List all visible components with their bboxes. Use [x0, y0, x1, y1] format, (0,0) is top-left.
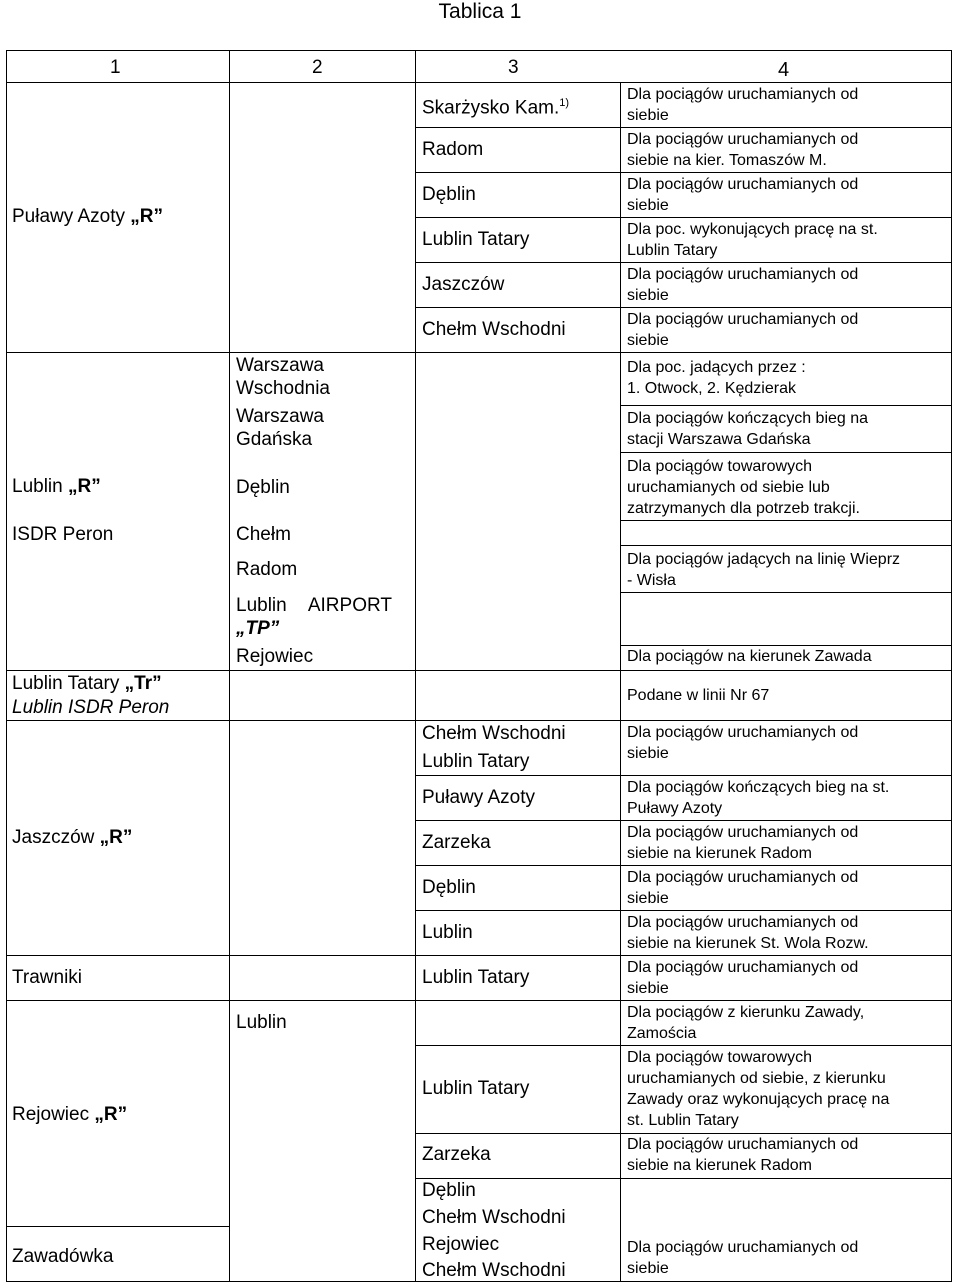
note-line: Zawady oraz wykonujących pracę na: [627, 1091, 890, 1108]
dest-chelm-wschodni: Chełm Wschodni: [422, 1260, 566, 1281]
note-line: Dla pociągów uruchamianych od: [627, 311, 859, 328]
note: [627, 1134, 943, 1176]
dest-lublin-tatary: Lublin Tatary: [422, 967, 530, 988]
station-name: Rejowiec: [12, 1104, 90, 1125]
note-line: siebie: [627, 107, 669, 124]
station-marker: „R”: [68, 476, 101, 497]
dest-zarzeka: Zarzeka: [422, 1144, 491, 1165]
note-line: Dla pociągów uruchamianych od: [627, 86, 859, 103]
row-divider: [415, 307, 952, 308]
row-divider: [229, 352, 415, 353]
station-lublin-isdr-peron: [12, 696, 169, 720]
column-divider: [620, 82, 621, 1282]
dest-lublin-tatary: Lublin Tatary: [422, 229, 530, 250]
note-line: siebie na kier. Tomaszów M.: [627, 152, 827, 169]
dest-deblin: Dęblin: [236, 477, 290, 498]
column-divider: [415, 50, 416, 1282]
note-line: Dla pociągów uruchamianych od: [627, 824, 859, 841]
note-line: siebie: [627, 1260, 669, 1277]
note: [627, 646, 943, 667]
note-line: siebie: [627, 287, 669, 304]
station-marker: „R”: [130, 206, 164, 227]
row-divider: [415, 720, 952, 721]
station-isdr-peron: ISDR Peron: [12, 524, 114, 545]
note-line: Dla pociągów uruchamianych od: [627, 131, 859, 148]
note-line: Dla pociągów kończących bieg na: [627, 410, 869, 427]
row-divider: [415, 262, 952, 263]
note-line: siebie na kierunek St. Wola Rozw.: [627, 935, 869, 952]
note: [627, 174, 943, 216]
note-line: Dla pociągów kończących bieg na st.: [627, 779, 890, 796]
text-line: Warszawa: [236, 355, 324, 376]
station-name: Lublin Tatary: [12, 673, 120, 694]
station-name: Puławy Azoty: [12, 206, 125, 227]
note-line: 1. Otwock, 2. Kędzierak: [627, 380, 796, 397]
dest-lublin: Lublin: [236, 1012, 287, 1033]
note-line: Dla pociągów uruchamianych od: [627, 266, 859, 283]
text-part: Lublin: [236, 595, 287, 616]
note-line: siebie: [627, 745, 669, 762]
row-divider: [415, 955, 952, 956]
row-divider: [415, 865, 952, 866]
note-line: Dla pociągów uruchamianych od: [627, 1136, 859, 1153]
note: [627, 1002, 943, 1044]
note-line: Dla pociągów uruchamianych od: [627, 724, 859, 741]
station-rejowiec: [12, 1103, 127, 1127]
note: [627, 685, 943, 706]
note-line: zatrzymanych dla potrzeb trakcji.: [627, 500, 860, 517]
row-divider: [6, 955, 229, 956]
dest-jaszczow: Jaszczów: [422, 274, 505, 295]
dest-radom: Radom: [422, 139, 484, 160]
row-divider: [415, 1178, 952, 1179]
dest-lublin-tatary: Lublin Tatary: [422, 751, 530, 772]
note: [627, 549, 943, 591]
row-divider: [415, 670, 952, 671]
row-divider: [415, 127, 952, 128]
dest-deblin: Dęblin: [422, 1180, 476, 1201]
dest-lublin-airport: [236, 594, 392, 640]
note-line: Dla pociągów towarowych: [627, 458, 812, 475]
note-line: Lublin Tatary: [627, 242, 718, 259]
note-line: uruchamianych od siebie, z kierunku: [627, 1070, 886, 1087]
note: [627, 1237, 943, 1279]
note: [627, 357, 943, 399]
dest-skarzysko-kam: [422, 92, 569, 119]
row-divider: [229, 720, 415, 721]
column-divider: [229, 50, 230, 1282]
station-name: Skarżysko Kam.: [422, 97, 560, 119]
note: [627, 84, 943, 126]
note-line: - Wisła: [627, 572, 676, 589]
column-header-1: 1: [110, 57, 121, 78]
note-line: siebie: [627, 890, 669, 907]
note-line: Dla pociągów na kierunek Zawada: [627, 648, 872, 665]
note-line: Dla pociągów towarowych: [627, 1049, 812, 1066]
note: [627, 309, 943, 351]
row-divider: [620, 452, 952, 453]
row-divider: [415, 1045, 952, 1046]
dest-pulawy-azoty: Puławy Azoty: [422, 787, 535, 808]
note-line: siebie na kierunek Radom: [627, 845, 812, 862]
text-line: Warszawa: [236, 406, 324, 427]
note-line: Zamościa: [627, 1025, 697, 1042]
station-name: ISDR Peron: [68, 697, 170, 718]
page-title: Tablica 1: [438, 0, 522, 23]
text-part: AIRPORT: [307, 595, 392, 616]
station-jaszczow: [12, 826, 132, 850]
text-line: [236, 594, 392, 617]
note-line: Dla pociągów uruchamianych od: [627, 914, 859, 931]
note-line: siebie na kierunek Radom: [627, 1157, 812, 1174]
station-marker: „R”: [99, 827, 133, 848]
note-line: Dla pociągów jadących na linię Wieprz: [627, 551, 901, 568]
row-divider: [415, 775, 952, 776]
dest-chelm-wschodni: Chełm Wschodni: [422, 1207, 566, 1228]
note: [627, 867, 943, 909]
dest-lublin: Lublin: [422, 922, 473, 943]
dest-chelm-wschodni: Chełm Wschodni: [422, 723, 566, 744]
row-divider: [229, 1000, 415, 1001]
text-line: Wschodnia: [236, 378, 330, 399]
station-marker: „R”: [94, 1104, 128, 1125]
row-divider: [229, 955, 415, 956]
note: [627, 456, 943, 519]
column-header-4: 4: [778, 59, 790, 81]
note: [627, 264, 943, 306]
dest-warszawa-wschodnia: [236, 354, 330, 400]
note: [627, 777, 943, 819]
note-line: uruchamianych od siebie lub: [627, 479, 830, 496]
row-divider: [620, 520, 952, 521]
note-line: Dla pociągów uruchamianych od: [627, 176, 859, 193]
header-divider: [6, 82, 952, 83]
dest-radom: Radom: [236, 559, 298, 580]
dest-zarzeka: Zarzeka: [422, 832, 491, 853]
row-divider: [415, 910, 952, 911]
note-line: siebie: [627, 197, 669, 214]
dest-chelm: Chełm: [236, 524, 291, 545]
row-divider: [6, 720, 229, 721]
note-line: Dla poc. wykonujących pracę na st.: [627, 221, 878, 238]
station-trawniki: Trawniki: [12, 967, 83, 988]
row-divider: [6, 352, 229, 353]
station-marker: „TP”: [236, 618, 280, 639]
note-line: siebie: [627, 332, 669, 349]
note-line: st. Lublin Tatary: [627, 1112, 739, 1129]
note-line: Puławy Azoty: [627, 800, 723, 817]
row-divider: [6, 670, 229, 671]
station-zawadowka: Zawadówka: [12, 1246, 114, 1267]
row-divider: [229, 670, 415, 671]
row-divider: [415, 217, 952, 218]
station-marker: „Tr”: [124, 673, 162, 694]
column-header-3: 3: [508, 57, 519, 78]
column-header-2: 2: [312, 57, 323, 78]
note-line: Dla pociągów uruchamianych od: [627, 959, 859, 976]
station-name: Lublin: [12, 697, 63, 718]
station-lublin-tatary: [12, 672, 162, 696]
note-line: Dla pociągów z kierunku Zawady,: [627, 1004, 865, 1021]
dest-rejowiec: Rejowiec: [422, 1234, 500, 1255]
row-divider: [6, 1000, 229, 1001]
note-line: siebie: [627, 980, 669, 997]
row-divider: [415, 1000, 952, 1001]
row-divider: [415, 172, 952, 173]
row-divider: [6, 1226, 229, 1227]
note-line: Podane w linii Nr 67: [627, 687, 770, 704]
station-lublin: [12, 475, 101, 499]
note: [627, 1047, 943, 1131]
dest-warszawa-gdanska: [236, 405, 324, 451]
note-line: Dla pociągów uruchamianych od: [627, 1239, 859, 1256]
note: [627, 722, 943, 764]
footnote-marker: 1): [559, 97, 570, 109]
dest-lublin-tatary: Lublin Tatary: [422, 1078, 530, 1099]
note: [627, 129, 943, 171]
note: [627, 219, 943, 261]
dest-chelm-wschodni: Chełm Wschodni: [422, 319, 566, 340]
row-divider: [415, 352, 952, 353]
note: [627, 957, 943, 999]
row-divider: [620, 592, 952, 593]
dest-deblin: Dęblin: [422, 184, 476, 205]
dest-rejowiec: Rejowiec: [236, 646, 314, 667]
station-pulawy-azoty: [12, 205, 163, 229]
row-divider: [620, 545, 952, 546]
row-divider: [415, 820, 952, 821]
note: [627, 408, 943, 450]
note-line: Dla poc. jadących przez :: [627, 359, 806, 376]
station-name: Lublin: [12, 476, 63, 497]
note: [627, 822, 943, 864]
dest-deblin: Dęblin: [422, 877, 476, 898]
note-line: Dla pociągów uruchamianych od: [627, 869, 859, 886]
note-line: stacji Warszawa Gdańska: [627, 431, 811, 448]
text-line: Gdańska: [236, 429, 313, 450]
station-name: Jaszczów: [12, 827, 95, 848]
row-divider: [620, 405, 952, 406]
note: [627, 912, 943, 954]
